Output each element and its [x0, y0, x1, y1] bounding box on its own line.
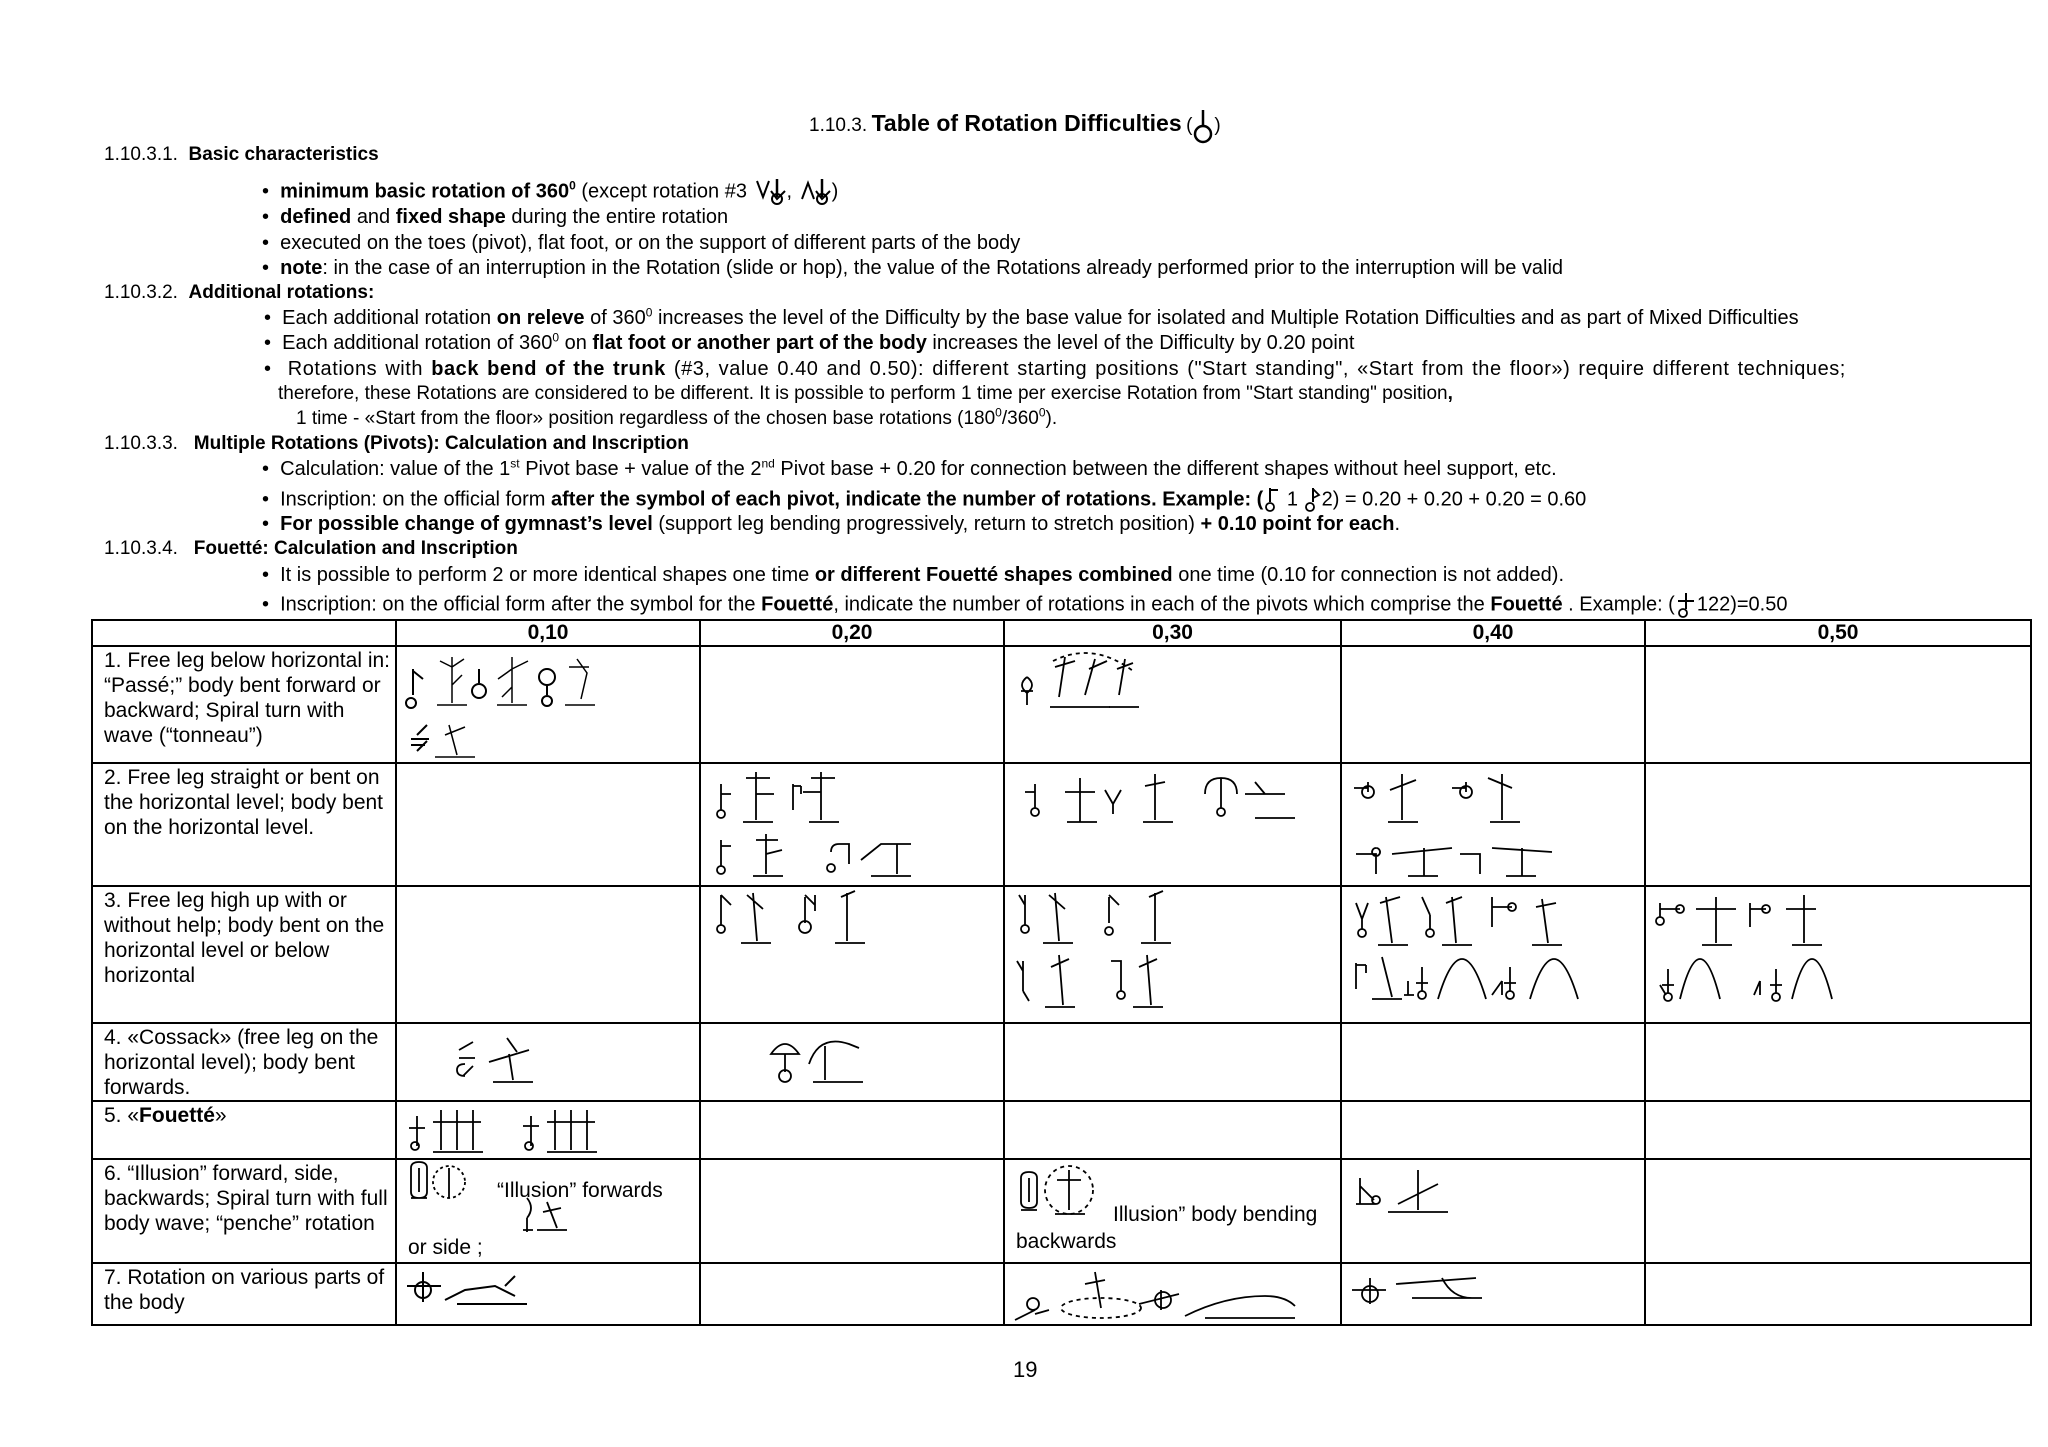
- row-label-text: Free leg high up with or without help; body bent on the horizontal level or below horizontal: [104, 889, 385, 987]
- page-title: [809, 110, 1221, 144]
- header-empty: [92, 620, 396, 646]
- table-cell: [1645, 1101, 2031, 1159]
- floor-rotation-figures-image: [1342, 1264, 1642, 1324]
- table-cell: [1004, 646, 1341, 763]
- bullet-text: ): [831, 180, 839, 203]
- bullet-icon: •: [264, 332, 283, 354]
- superscript: 0: [569, 178, 576, 193]
- row-number: 3.: [104, 889, 122, 912]
- bullet-bold: after the symbol of each pivot, indicate the number of rotations. Example: (: [551, 488, 1264, 511]
- bullet-text: increases the level of the Difficulty by the base value for isolated and Multiple Rotation Difficulties and as part of Mixed Difficulties: [657, 307, 1799, 329]
- bullet-text: of 360: [590, 307, 646, 329]
- horizontal-leg-figures-image: [1342, 764, 1642, 884]
- bullet-text: 2) = 0.20 + 0.20 + 0.20 = 0.60: [1321, 488, 1587, 511]
- table-cell: [1004, 1101, 1341, 1159]
- bullet-bold: minimum basic rotation of 360: [280, 180, 570, 203]
- section-title: Fouetté: Calculation and Inscription: [193, 538, 518, 559]
- bullet-icon: •: [262, 180, 281, 203]
- basic-bullet-2: [262, 205, 728, 229]
- table-cell: [1645, 1159, 2031, 1263]
- fouette-figures-image: [397, 1102, 697, 1158]
- cell-text: “Illusion” forwards: [497, 1179, 663, 1202]
- table-cell: [1645, 1023, 2031, 1101]
- pivot-symbol-icon: [1263, 486, 1281, 514]
- rotation-symbol-icon: [1192, 110, 1214, 144]
- table-cell: [1645, 886, 2031, 1023]
- additional-bullet-3-line-3: [296, 407, 1057, 431]
- table-cell: [396, 646, 700, 763]
- section-number: 1.10.3.4.: [104, 538, 178, 559]
- table-row: [92, 1159, 2031, 1263]
- table-cell: [1341, 1159, 1645, 1263]
- bullet-bold: back bend of the trunk: [431, 358, 666, 380]
- penche-figures-image: [1342, 1160, 1642, 1260]
- row-number: 2.: [104, 766, 122, 789]
- basic-bullet-1: [262, 177, 838, 207]
- row-label-text: Free leg straight or bent on the horizontal level; body bent on the horizontal level.: [104, 766, 384, 839]
- table-header-row: [92, 620, 2031, 646]
- passe-pivot-figures-image: [397, 647, 697, 762]
- bullet-text: Pivot base + 0.20 for connection between the different shapes without heel support, etc.: [780, 458, 1557, 480]
- spiral-wave-figures-image: [1005, 647, 1305, 762]
- bullet-text: during the entire rotation: [511, 206, 729, 228]
- section-basic-heading: [104, 143, 379, 167]
- bullet-text: : in the case of an interruption in the Rotation (slide or hop), the value of the Rotations already performed prior to the interruption will be valid: [322, 257, 1564, 279]
- bullet-text: (support leg bending progressively, return to stretch position): [658, 513, 1195, 535]
- section-fouette-heading: [104, 537, 518, 561]
- table-cell: [1645, 646, 2031, 763]
- bullet-icon: •: [262, 564, 281, 586]
- cossack-figures-image: [397, 1024, 697, 1094]
- floor-rotation-figures-image: [1005, 1264, 1305, 1324]
- table-cell: [1004, 1159, 1341, 1263]
- high-leg-figures-image: [701, 887, 1001, 1022]
- table-cell: [700, 1023, 1004, 1101]
- row-label-bold: Fouetté: [139, 1104, 215, 1127]
- table-cell: [1341, 1101, 1645, 1159]
- back-bend-rotation-up-icon: [798, 177, 832, 207]
- table-cell: [396, 886, 700, 1023]
- bullet-text: ,: [786, 180, 793, 203]
- bullet-text: , indicate the number of rotations in each of the pivots which comprise the: [833, 593, 1485, 616]
- rotation-difficulty-table: [91, 619, 2032, 1326]
- column-header: 0,40: [1341, 620, 1645, 646]
- section-multiple-heading: [104, 432, 689, 456]
- bullet-bold: defined: [280, 206, 352, 228]
- table-cell: [396, 1101, 700, 1159]
- section-title: Multiple Rotations (Pivots): Calculation and Inscription: [193, 433, 689, 454]
- table-cell: [396, 1263, 700, 1325]
- table-cell: [1341, 1023, 1645, 1101]
- table-row: [92, 1263, 2031, 1325]
- column-header: 0,30: [1004, 620, 1341, 646]
- bullet-text: 122)=0.50: [1696, 593, 1788, 616]
- row-label-text: Rotation on various parts of the body: [104, 1266, 385, 1314]
- row-label: [92, 1023, 396, 1101]
- table-row: [92, 646, 2031, 763]
- section-number: 1.10.3.2.: [104, 282, 178, 303]
- table-cell: [1004, 763, 1341, 886]
- bullet-bold: note: [280, 257, 323, 279]
- section-number: 1.10.3.3.: [104, 433, 178, 454]
- table-cell: [1341, 646, 1645, 763]
- bullet-text: on: [564, 332, 587, 354]
- table-cell: [700, 1159, 1004, 1263]
- row-label: [92, 646, 396, 763]
- superscript: 0: [645, 305, 653, 320]
- section-title: Basic characteristics: [188, 144, 379, 165]
- table-cell: [396, 1159, 700, 1263]
- table-cell: [396, 763, 700, 886]
- bullet-bold: Fouetté: [761, 593, 834, 616]
- title-number: 1.10.3.: [809, 115, 868, 137]
- multiple-bullet-2: [262, 486, 1586, 514]
- row-label: [92, 1101, 396, 1159]
- table-cell: [1341, 1263, 1645, 1325]
- row-label-text: «Cossack» (free leg on the horizontal level); body bent forwards.: [104, 1026, 379, 1099]
- bullet-text: 1: [1286, 488, 1299, 511]
- basic-bullet-4: [262, 256, 1563, 280]
- bullet-bold: fixed shape: [395, 206, 506, 228]
- table-row: [92, 1101, 2031, 1159]
- bullet-text: (#3, value 0.40 and 0.50): different starting positions ("Start standing", «Start from the floor») require different techniques;: [673, 358, 1846, 380]
- column-header: 0,20: [700, 620, 1004, 646]
- additional-bullet-3-line-2: [278, 382, 1453, 406]
- bullet-bold: ,: [1447, 383, 1453, 404]
- floor-rotation-figures-image: [397, 1264, 697, 1324]
- table-cell: [1341, 886, 1645, 1023]
- table-cell: [1004, 1023, 1341, 1101]
- column-header: 0,10: [396, 620, 700, 646]
- fouette-symbol-icon: [1675, 591, 1697, 619]
- table-row: [92, 763, 2031, 886]
- bullet-text: 1 time - «Start from the floor» position regardless of the chosen base rotations (180: [296, 408, 996, 429]
- table-cell: [396, 1023, 700, 1101]
- high-leg-figures-image: [1005, 887, 1305, 1022]
- bullet-bold: on releve: [496, 307, 585, 329]
- bullet-icon: •: [264, 358, 288, 380]
- bullet-text: /360: [1001, 408, 1039, 429]
- bullet-text: executed on the toes (pivot), flat foot, or on the support of different parts of the body: [280, 232, 1021, 254]
- table-row: [92, 1023, 2031, 1101]
- row-number: 5.: [104, 1104, 122, 1127]
- superscript: 0: [1038, 405, 1046, 420]
- column-header: 0,50: [1645, 620, 2031, 646]
- additional-bullet-2: [264, 331, 1354, 355]
- back-bend-figures-image: [1646, 887, 1946, 1022]
- multiple-bullet-3: [262, 512, 1400, 536]
- row-number: 4.: [104, 1026, 122, 1049]
- table-cell: [700, 646, 1004, 763]
- fouette-bullet-2: [262, 591, 1787, 619]
- row-label: [92, 886, 396, 1023]
- bullet-icon: •: [262, 206, 281, 228]
- bullet-icon: •: [262, 513, 281, 535]
- superscript: 0: [552, 330, 560, 345]
- back-bend-rotation-icon: [753, 177, 787, 207]
- table-cell: [700, 1101, 1004, 1159]
- cossack-figures-image: [701, 1024, 1001, 1094]
- table-cell: [1004, 886, 1341, 1023]
- row-number: 7.: [104, 1266, 122, 1289]
- bullet-text: and: [356, 206, 391, 228]
- bullet-text: therefore, these Rotations are considered to be different. It is possible to perform 1 time per exercise Rotation from "Start standing" position: [278, 383, 1448, 404]
- superscript: st: [510, 456, 520, 471]
- superscript: 0: [995, 405, 1002, 420]
- horizontal-leg-figures-image: [701, 764, 1001, 884]
- bullet-bold: or different Fouetté shapes combined: [814, 564, 1173, 586]
- bullet-bold: For possible change of gymnast’s level: [280, 513, 653, 535]
- bullet-text: Rotations with: [287, 358, 424, 380]
- bullet-bold: + 0.10 point for each: [1200, 513, 1395, 535]
- row-number: 1.: [104, 649, 122, 672]
- additional-bullet-1: [264, 306, 1799, 330]
- bullet-icon: •: [262, 257, 281, 279]
- bullet-icon: •: [262, 593, 281, 616]
- bullet-text: one time (0.10 for connection is not added).: [1178, 564, 1565, 586]
- title-text: Table of Rotation Difficulties: [871, 110, 1182, 137]
- bullet-icon: •: [262, 458, 281, 480]
- bullet-text: Each additional rotation of 360: [282, 332, 553, 354]
- bullet-text: Pivot base + value of the 2: [525, 458, 762, 480]
- bullet-text: Inscription: on the official form: [280, 488, 546, 511]
- page-number: 19: [1013, 1357, 1038, 1382]
- row-label-text: »: [214, 1104, 227, 1127]
- bullet-text: .: [1394, 513, 1401, 535]
- table-cell: [700, 886, 1004, 1023]
- bullet-text: . Example: (: [1568, 593, 1675, 616]
- back-bend-figures-image: [1342, 887, 1642, 1022]
- section-additional-heading: [104, 281, 374, 305]
- title-paren-open: (: [1186, 115, 1193, 137]
- bullet-text: Calculation: value of the 1: [280, 458, 511, 480]
- section-number: 1.10.3.1.: [104, 144, 178, 165]
- bullet-icon: •: [264, 307, 283, 329]
- superscript: nd: [761, 456, 775, 471]
- row-label: [92, 1159, 396, 1263]
- row-label-text: “Illusion” forward, side, backwards; Spiral turn with full body wave; “penche” rotation: [104, 1162, 388, 1235]
- row-label: [92, 763, 396, 886]
- bullet-icon: •: [262, 488, 281, 511]
- table-cell: [1004, 1263, 1341, 1325]
- cell-text: or side ;: [408, 1236, 483, 1259]
- bullet-text: Inscription: on the official form after the symbol for the: [280, 593, 756, 616]
- cell-text: Illusion” body bending: [1113, 1203, 1318, 1226]
- basic-bullet-3: [262, 231, 1020, 255]
- table-cell: [700, 763, 1004, 886]
- table-cell: [1645, 763, 2031, 886]
- cell-text: backwards: [1016, 1230, 1117, 1253]
- bullet-text: increases the level of the Difficulty by 0.20 point: [932, 332, 1355, 354]
- fouette-bullet-1: [262, 563, 1564, 587]
- row-number: 6.: [104, 1162, 122, 1185]
- bullet-text: (except rotation #3: [581, 180, 747, 203]
- row-label-text: Free leg below horizontal in: “Passé;” body bent forward or backward; Spiral turn with wave (“tonneau”): [104, 649, 391, 747]
- row-label-text: «: [127, 1104, 140, 1127]
- horizontal-leg-figures-image: [1005, 764, 1305, 884]
- table-cell: [700, 1263, 1004, 1325]
- pivot-symbol-icon: [1304, 486, 1322, 514]
- section-title: Additional rotations:: [188, 282, 375, 303]
- bullet-text: Each additional rotation: [282, 307, 492, 329]
- bullet-icon: •: [262, 232, 281, 254]
- multiple-bullet-1: [262, 457, 1557, 481]
- additional-bullet-3: [264, 357, 1846, 381]
- bullet-text: ).: [1045, 408, 1058, 429]
- row-label: [92, 1263, 396, 1325]
- table-row: [92, 886, 2031, 1023]
- table-cell: [1341, 763, 1645, 886]
- bullet-bold: flat foot or another part of the body: [592, 332, 927, 354]
- title-paren-close: ): [1214, 115, 1221, 137]
- bullet-text: It is possible to perform 2 or more identical shapes one time: [280, 564, 810, 586]
- table-cell: [1645, 1263, 2031, 1325]
- bullet-bold: Fouetté: [1490, 593, 1563, 616]
